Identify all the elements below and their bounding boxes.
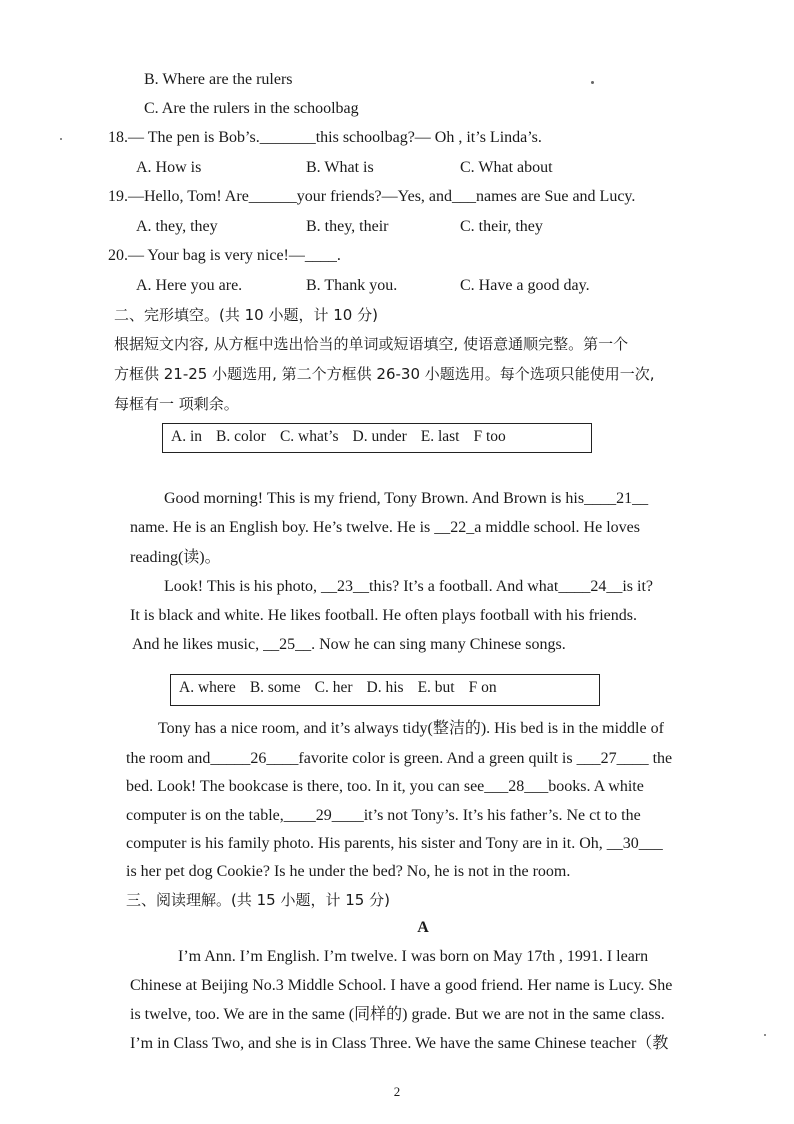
q18-option-c: C. What about (460, 159, 553, 176)
q20-option-b: B. Thank you. (306, 277, 398, 294)
q17-option-b: B. Where are the rulers (144, 71, 293, 88)
passage2-line: the room and_____26____favorite color is green. And a green quilt is ___27____ the (126, 750, 673, 767)
q18-option-a: A. How is (136, 159, 202, 176)
passage2-line: is her pet dog Cookie? Is he under the bed? No, he is not in the room. (126, 863, 571, 880)
passage1-line: Good morning! This is my friend, Tony Brown. And Brown is his____21__ (164, 490, 649, 507)
passage-a-line: Chinese at Beijing No.3 Middle School. I have a good friend. Her name is Lucy. She (130, 977, 673, 994)
page-number: 2 (393, 1084, 401, 1099)
scan-speck (60, 138, 62, 140)
scan-speck (764, 1034, 766, 1036)
word-box-1 (162, 423, 592, 453)
q20-option-a: A. Here you are. (136, 277, 243, 294)
section2-instruction-line3: 每框有一 项剩余。 (114, 395, 239, 413)
section3-heading: 三、阅读理解。(共 15 小题，计 15 分) (126, 891, 390, 909)
word-box-2-option: B. some (249, 679, 301, 696)
q20-stem: 20.— Your bag is very nice!—____. (108, 247, 341, 264)
word-box-1-option: F too (473, 428, 506, 445)
q17-option-c: C. Are the rulers in the schoolbag (144, 100, 359, 117)
passage2-line: Tony has a nice room, and it’s always tidy(整洁的). His bed is in the middle of (158, 720, 664, 737)
q19-option-a: A. they, they (136, 218, 218, 235)
word-box-1-option: E. last (420, 428, 460, 445)
passage1-line: It is black and white. He likes football. He often plays football with his friends. (130, 607, 637, 624)
passage-a-line: I’m Ann. I’m English. I’m twelve. I was born on May 17th , 1991. I learn (178, 948, 649, 965)
section2-heading: 二、完形填空。(共 10 小题，计 10 分) (114, 306, 378, 324)
word-box-2-option: A. where (179, 679, 236, 696)
q19-option-b: B. they, their (306, 218, 389, 235)
passage-a-title: A (417, 919, 429, 936)
passage1-line: And he likes music, __25__. Now he can sing many Chinese songs. (132, 636, 566, 653)
passage1-line: Look! This is his photo, __23__this? It’s a football. And what____24__is it? (164, 578, 654, 595)
word-box-2-option: E. but (417, 679, 455, 696)
word-box-2-option: C. her (314, 679, 353, 696)
q19-option-c: C. their, they (460, 218, 543, 235)
word-box-1-option: D. under (352, 428, 407, 445)
passage2-line: bed. Look! The bookcase is there, too. In it, you can see___28___books. A white (126, 778, 644, 795)
passage2-line: computer is on the table,____29____it’s not Tony’s. It’s his father’s. Ne ct to the (126, 807, 641, 824)
passage1-line: name. He is an English boy. He’s twelve. He is __22_a middle school. He loves (130, 519, 640, 536)
q18-option-b: B. What is (306, 159, 374, 176)
section2-instruction-line2: 方框供 21-25 小题选用, 第二个方框供 26-30 小题选用。每个选项只能使用一次, (114, 365, 655, 383)
passage2-line: computer is his family photo. His parents, his sister and Tony are in it. Oh, __30___ (126, 835, 663, 852)
scan-speck (591, 81, 594, 84)
section2-instruction-line1: 根据短文内容, 从方框中选出恰当的单词或短语填空, 使语意通顺完整。第一个 (114, 335, 629, 353)
q20-option-c: C. Have a good day. (460, 277, 590, 294)
word-box-1-option: C. what’s (279, 428, 339, 445)
word-box-2 (170, 674, 600, 706)
word-box-2-option: F on (468, 679, 497, 696)
passage1-line: reading(读)。 (130, 549, 221, 566)
passage-a-line: I’m in Class Two, and she is in Class Three. We have the same Chinese teacher（教 (130, 1035, 669, 1052)
word-box-1-option: B. color (216, 428, 266, 445)
q19-stem: 19.—Hello, Tom! Are______your friends?—Yes, and___names are Sue and Lucy. (108, 188, 636, 205)
passage-a-line: is twelve, too. We are in the same (同样的) grade. But we are not in the same class. (130, 1006, 665, 1023)
word-box-1-option: A. in (171, 428, 202, 445)
q18-stem: 18.— The pen is Bob’s._______this schoolbag?— Oh , it’s Linda’s. (108, 129, 542, 146)
word-box-2-option: D. his (366, 679, 404, 696)
